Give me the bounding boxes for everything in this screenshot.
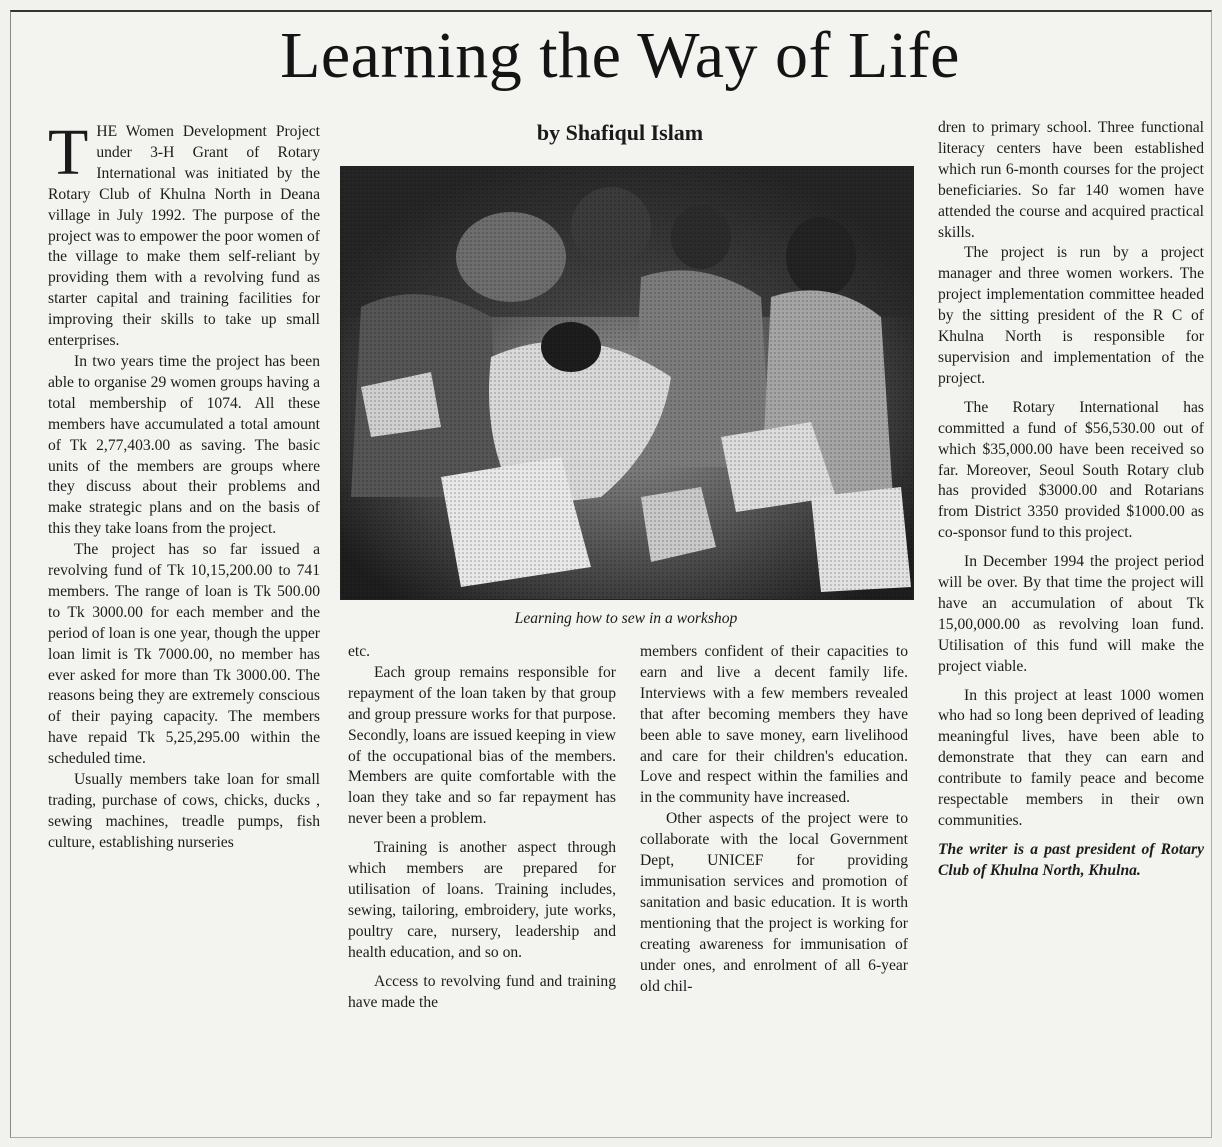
- paragraph: Access to revolving fund and training have made the: [348, 972, 616, 1011]
- column-4: [938, 118, 1204, 882]
- byline: by Shafiqul Islam: [536, 120, 704, 145]
- paragraph: Usually members take loan for small trading, purchase of cows, chicks, ducks , sewing machines, treadle pumps, fish culture, establishing nurseries: [48, 771, 320, 851]
- paragraph: In December 1994 the project period will be over. By that time the project will have an accumulation of about Tk 15,00,000.00 as revolving loan fund. Utilisation of this fund will make the project viable.: [938, 553, 1204, 675]
- paragraph: The project is run by a project manager and three women workers. The project implementation committee headed by the sitting president of the R C of Khulna North is responsible for supervision and implementation of the project.: [938, 244, 1204, 387]
- paragraph: dren to primary school. Three functional literacy centers have been established which run 6-month courses for the project beneficiaries. So far 140 women have attended the course and acquired practical skills.: [938, 119, 1204, 241]
- column-1: [48, 116, 320, 854]
- paragraph: In two years time the project has been able to organise 29 women groups having a total membership of 1074. All these members have accumulated a total amount of Tk 2,77,403.00 as saving. The basic units of the members are groups where they discuss about their problems and make strategic plans and on the basis of this they take loans from the project.: [48, 352, 320, 538]
- paragraph: Other aspects of the project were to collaborate with the local Government Dept, UNICEF for providing immunisation services and promotion of sanitation and basic education. It is worth mentioning that the project is working for creating awareness for immunisation of under ones, and enrolment of all 6-year old chil-: [640, 810, 908, 995]
- photo-image: [341, 167, 913, 599]
- author-note: The writer is a past president of Rotary Club of Khulna North, Khulna.: [938, 840, 1204, 879]
- paragraph: members confident of their capacities to earn and live a decent family life. Interviews with a few members revealed that after becoming members they have been able to save money, earn livelihood and care for their children's education. Love and respect within the families and in the community have increased.: [640, 643, 908, 807]
- paragraph: etc.: [348, 643, 371, 660]
- headline: Learning the Way of Life: [280, 19, 960, 92]
- paragraph: The project has so far issued a revolving fund of Tk 10,15,200.00 to 741 members. The range of loan is Tk 500.00 to Tk 3000.00 for each member and the period of loan is one year, though the upper loan limit is Tk 7000.00, no member has ever asked for more than Tk 3000.00. The reasons being they are extremely conscious of their paying capacity. The members have repaid Tk 5,25,295.00 within the scheduled time.: [48, 541, 320, 768]
- paragraph: Each group remains responsible for repayment of the loan taken by that group and group pressure works for that purpose. Secondly, loans are issued keeping in view of the occupational bias of the members. Members are quite comfortable with the loan they take and so far repayment has never been a problem.: [348, 663, 616, 828]
- drop-cap: T: [48, 116, 89, 189]
- column-2: [348, 642, 616, 1013]
- paragraph: In this project at least 1000 women who had so long been deprived of leading meaningful lives, have been able to demonstrate that they can earn and contribute to family peace and become respectable members in their own communities.: [938, 686, 1204, 829]
- column-3: [640, 642, 908, 997]
- paragraph: The Rotary International has committed a fund of $56,530.00 out of which $35,000.00 have been received so far. Moreover, Seoul South Rotary club has provided $3000.00 and Rotarians from District 3350 provided $1000.00 as co-sponsor fund to this project.: [938, 398, 1204, 542]
- photo-women-sewing-workshop: [340, 166, 914, 600]
- paragraph: [48, 116, 320, 352]
- paragraph: Training is another aspect through which members are prepared for utilisation of loans. Training includes, sewing, tailoring, embroidery, jute works, poultry care, nursery, leadership and health education, and so on.: [348, 839, 616, 961]
- photo-caption: Learning how to sew in a workshop: [514, 610, 738, 627]
- paragraph-text: HE Women Development Project under 3-H Grant of Rotary International was initiated by the Rotary Club of Khulna North in Deana village in July 1992. The purpose of the project was to empower the poor women of the village to make them self-reliant by providing them with a revolving fund as starter capital and training facilities for improving their skills to take up small enterprises.: [48, 123, 320, 350]
